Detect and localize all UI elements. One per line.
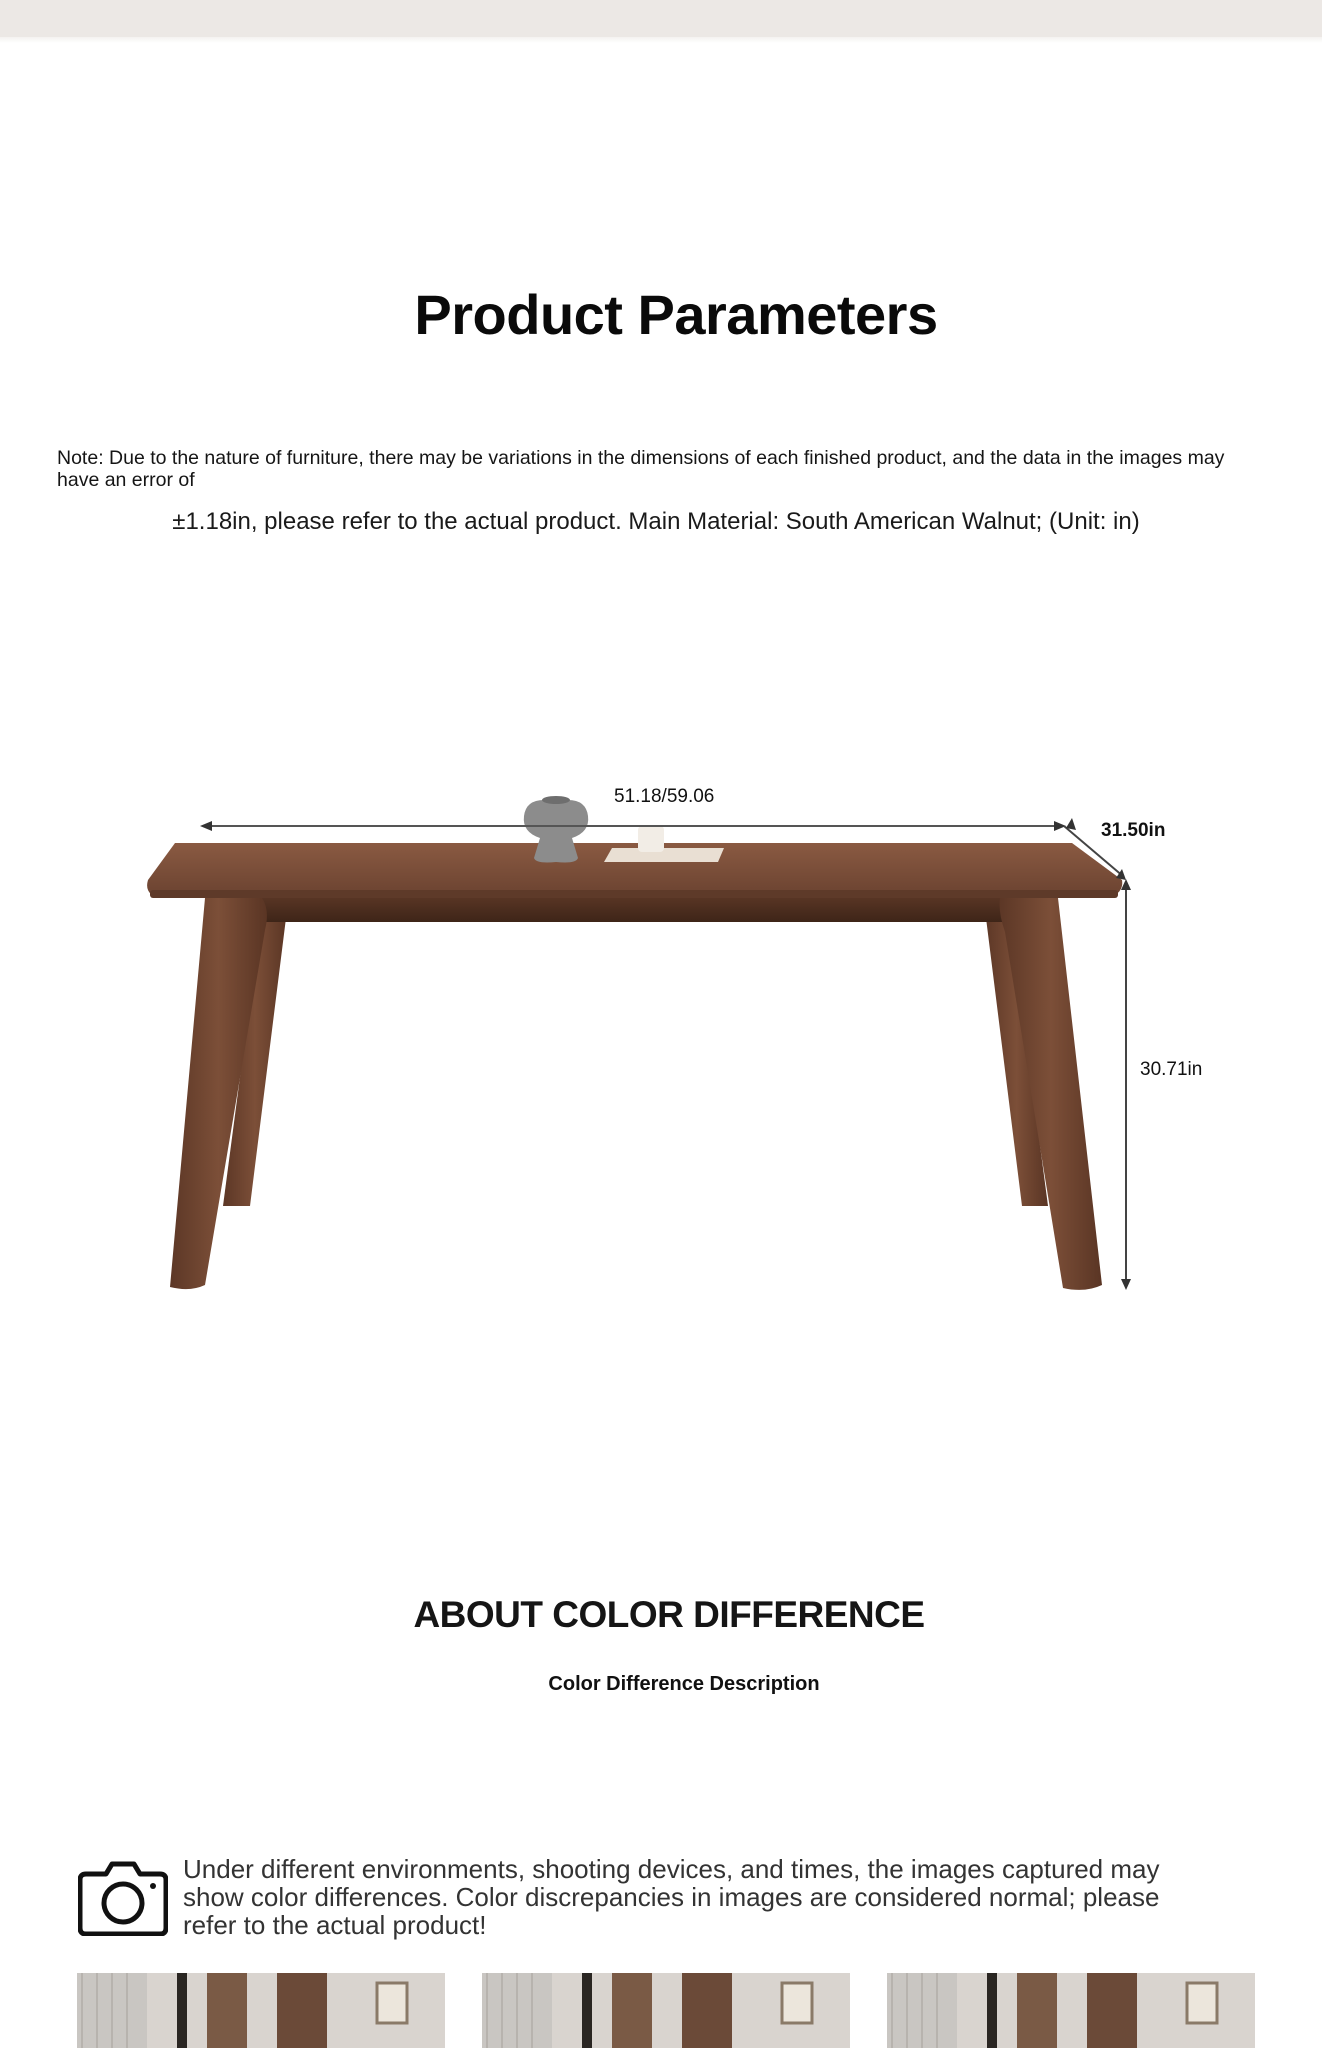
camera-icon (78, 1858, 168, 1936)
page-title: Product Parameters (414, 283, 938, 346)
top-bar-shadow (0, 37, 1322, 43)
height-dimension-label: 30.71in (1140, 1059, 1203, 1080)
room-photo-1 (77, 1973, 445, 2048)
table-apron (242, 896, 1017, 922)
top-bar (0, 0, 1322, 37)
color-difference-heading: ABOUT COLOR DIFFERENCE (413, 1594, 925, 1635)
table-top-edge (150, 890, 1118, 898)
color-difference-subheading: Color Difference Description (548, 1673, 820, 1695)
color-difference-disclaimer: Under different environments, shooting devices, and times, the images captured may show color differences. Color discrepancies in images are considered normal; please refer to the actual product! (183, 1854, 1160, 1940)
dimension-note: Note: Due to the nature of furniture, there may be variations in the dimensions of each finished product, and the data in the images may have an error of (57, 447, 1225, 491)
depth-dimension-label: 31.50in (1101, 820, 1166, 841)
height-arrow (1121, 879, 1131, 1290)
width-dimension-label: 51.18/59.06 (614, 786, 715, 807)
width-arrow (200, 821, 1066, 831)
material-note: ±1.18in, please refer to the actual product. Main Material: South American Walnut; (Unit: in) (172, 508, 1140, 535)
room-photo-3 (887, 1973, 1255, 2048)
table-product-image (0, 760, 1322, 1320)
room-photo-2 (482, 1973, 850, 2048)
